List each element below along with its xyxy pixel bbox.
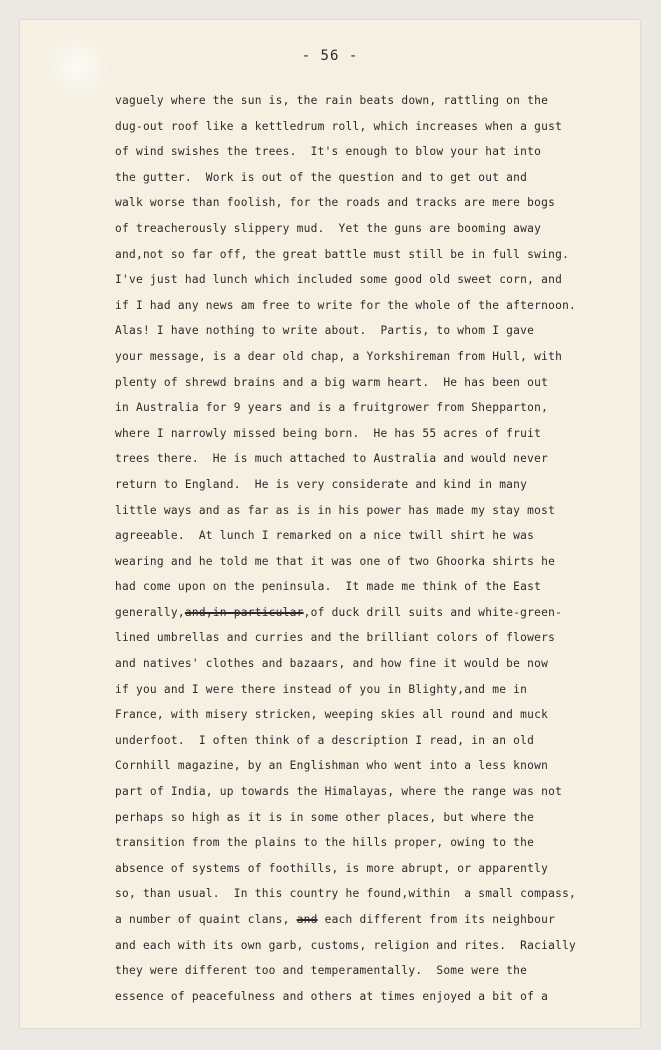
- text-fragment: generally,: [115, 605, 185, 619]
- struck-out-text: and,in particular: [184, 605, 304, 619]
- typed-page: [20, 20, 640, 1028]
- text-line: perhaps so high as it is in some other places, but where the: [115, 810, 535, 824]
- text-line: transition from the plains to the hills proper, owing to the: [115, 836, 535, 850]
- text-line: your message, is a dear old chap, a Yorkshireman from Hull, with: [115, 349, 563, 363]
- text-line: return to England. He is very considerate and kind in many: [115, 477, 528, 491]
- text-line: essence of peacefulness and others at times enjoyed a bit of a: [115, 989, 549, 1003]
- struck-out-text: and: [296, 913, 318, 926]
- text-line: underfoot. I often think of a description I read, in an old: [115, 733, 535, 747]
- text-fragment: each different from its neighbour: [317, 913, 556, 926]
- text-line: the gutter. Work is out of the question and to get out and: [115, 170, 528, 184]
- text-line: walk worse than foolish, for the roads and tracks are mere bogs: [115, 196, 556, 210]
- text-line: of wind swishes the trees. It's enough to blow your hat into: [115, 145, 542, 159]
- paper-stain: [42, 32, 112, 102]
- text-line: trees there. He is much attached to Australia and would never: [115, 452, 549, 466]
- body-text: [115, 88, 635, 1009]
- text-line: of treacherously slippery mud. Yet the guns are booming away: [115, 221, 542, 235]
- text-line: if I had any news am free to write for the whole of the afternoon.: [115, 298, 577, 312]
- text-line: if you and I were there instead of you in Blighty,and me in: [115, 682, 528, 696]
- text-fragment: a number of quaint clans,: [115, 913, 297, 926]
- text-line: little ways and as far as is in his power has made my stay most: [115, 503, 556, 517]
- text-line: wearing and he told me that it was one of two Ghoorka shirts he: [115, 554, 556, 568]
- text-line: part of India, up towards the Himalayas, where the range was not: [115, 785, 563, 799]
- text-line: and,not so far off, the great battle must still be in full swing.: [115, 247, 570, 261]
- text-line: in Australia for 9 years and is a fruitgrower from Shepparton,: [115, 401, 549, 415]
- text-line: agreeable. At lunch I remarked on a nice twill shirt he was: [115, 529, 535, 543]
- text-line-with-strikeout: [115, 600, 635, 626]
- text-line: and each with its own garb, customs, religion and rites. Racially: [115, 938, 577, 952]
- text-line: and natives' clothes and bazaars, and how fine it would be now: [115, 657, 549, 671]
- text-fragment: ,of duck drill suits and white-green-: [303, 605, 563, 619]
- text-line: Cornhill magazine, by an Englishman who went into a less known: [115, 759, 549, 773]
- text-line: they were different too and temperamentally. Some were the: [115, 964, 528, 978]
- text-line: plenty of shrewd brains and a big warm heart. He has been out: [115, 375, 549, 389]
- text-line: had come upon on the peninsula. It made me think of the East: [115, 580, 542, 594]
- text-line: dug-out roof like a kettledrum roll, which increases when a gust: [115, 119, 563, 133]
- text-line-with-strikeout: [115, 907, 635, 933]
- page-number: - 56 -: [301, 48, 359, 64]
- text-line: so, than usual. In this country he found,within a small compass,: [115, 887, 577, 901]
- text-line: I've just had lunch which included some good old sweet corn, and: [115, 273, 563, 287]
- text-line: vaguely where the sun is, the rain beats down, rattling on the: [115, 94, 549, 107]
- text-line: where I narrowly missed being born. He has 55 acres of fruit: [115, 426, 542, 440]
- text-line: lined umbrellas and curries and the brilliant colors of flowers: [115, 631, 556, 645]
- text-line: absence of systems of foothills, is more abrupt, or apparently: [115, 861, 549, 875]
- text-line: France, with misery stricken, weeping skies all round and muck: [115, 708, 549, 722]
- text-line: Alas! I have nothing to write about. Partis, to whom I gave: [115, 324, 535, 338]
